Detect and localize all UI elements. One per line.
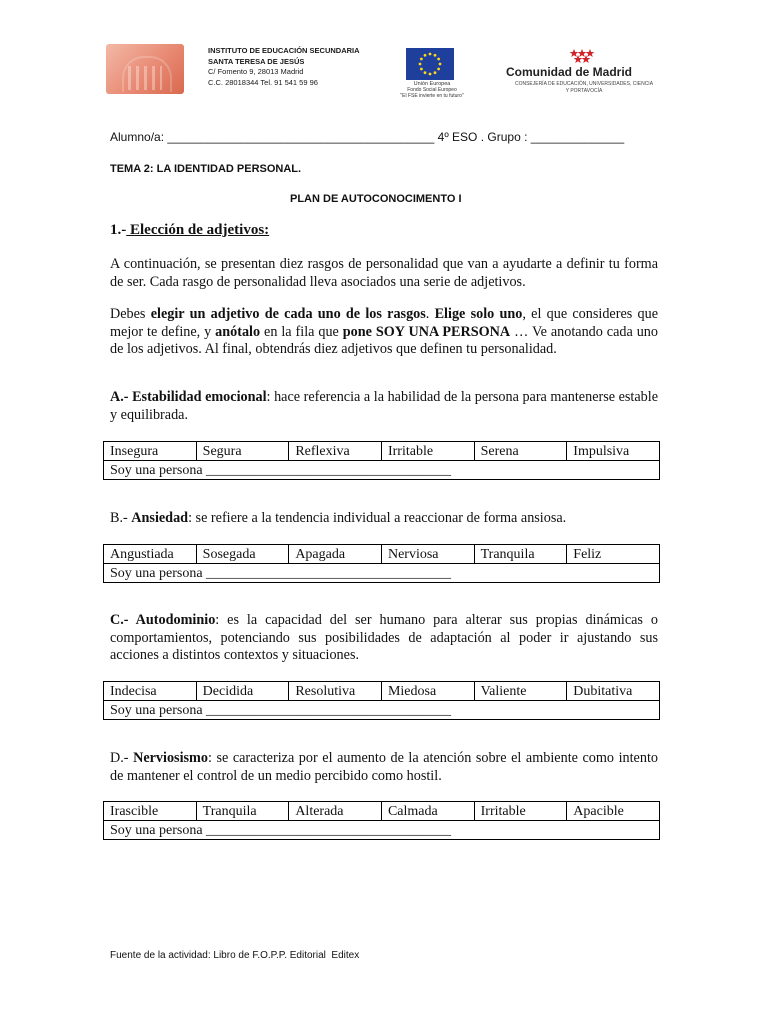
trait-b-text: : se refiere a la tendencia individual a reaccionar de forma ansiosa. [188,510,567,526]
answer-row [104,564,660,583]
adjective-cell[interactable]: Irascible [104,802,197,821]
answer-row [104,701,660,720]
eu-fund: Fondo Social Europeo [407,87,457,93]
school-name-line2: SANTA TERESA DE JESÚS [208,56,305,66]
answer-field[interactable]: Soy una persona ___________________________________ [104,564,660,583]
instructions-text-3: , el que consideres que mejor te define, y [110,306,658,340]
instructions-text-2: . [425,306,435,322]
adjective-cell[interactable]: Insegura [104,442,197,461]
trait-d-text: : se caracteriza por el aumento de la atención sobre el ambiente como intento de mantener el control de un medio percibido como hostil. [110,750,658,784]
school-address: C/ Fomento 9, 28013 Madrid [208,67,304,76]
adjective-cell[interactable]: Indecisa [104,682,197,701]
trait-d-prefix: D.- [110,750,134,766]
instructions-text-4: en la fila que [260,323,343,340]
trait-b-table [103,544,660,583]
instructions-paragraph [110,306,658,359]
section-title: Elección de adjetivos: [126,222,270,238]
trait-b-label: Ansiedad [131,510,189,526]
madrid-department: CONSEJERÍA DE EDUCACIÓN, UNIVERSIDADES, CIENCIA Y PORTAVOCÍA [514,81,654,94]
trait-d-description [110,750,658,785]
madrid-name: Comunidad de Madrid [506,65,632,79]
adjective-cell[interactable]: Sosegada [196,545,289,564]
instructions-bold-3: anótalo [215,323,261,340]
school-contact: C.C. 28018344 Tel. 91 541 59 96 [208,77,318,87]
adjective-cell[interactable]: Serena [474,442,567,461]
adjective-cell[interactable]: Calmada [381,802,474,821]
instructions-text-1: Debes [110,306,151,322]
instructions-bold-2: Elige solo uno [434,306,523,322]
answer-field[interactable]: Soy una persona ___________________________________ [104,701,660,720]
adjective-cell[interactable]: Segura [196,442,289,461]
adjective-cell[interactable]: Apagada [289,545,382,564]
eu-caption [400,81,464,99]
eu-motto: "El FSE invierte en tu futuro" [400,93,464,99]
adjective-cell[interactable]: Impulsiva [567,442,660,461]
answer-row [104,821,660,840]
trait-d-table [103,801,660,840]
adjective-cell[interactable]: Decidida [196,682,289,701]
answer-field[interactable]: Soy una persona ___________________________________ [104,821,660,840]
answer-row [104,461,660,480]
adjectives-row [104,682,660,701]
adjective-cell[interactable]: Apacible [567,802,660,821]
trait-b-description [110,510,658,528]
instructions-text-5: … Ve anotando cada uno de los adjetivos. Al final, obtendrás diez adjetivos que definen tu personalidad. [110,323,658,357]
adjective-cell[interactable]: Dubitativa [567,682,660,701]
intro-paragraph: A continuación, se presentan diez rasgos de personalidad que van a ayudarte a definir tu forma de ser. Cada rasgo de personalidad lleva asociados una serie de adjetivos. [110,256,658,290]
trait-c-label: C.- Autodominio [110,612,216,628]
adjective-cell[interactable]: Angustiada [104,545,197,564]
trait-a-table [103,441,660,480]
adjective-cell[interactable]: Reflexiva [289,442,382,461]
trait-c-table [103,681,660,720]
adjective-cell[interactable]: Resolutiva [289,682,382,701]
eu-name: Unión Europea [413,81,451,87]
adjectives-row [104,545,660,564]
answer-field[interactable]: Soy una persona ___________________________________ [104,461,660,480]
footer-source: Fuente de la actividad: Libro de F.O.P.P. Editorial Editex [110,950,360,961]
trait-c-text: : es la capacidad del ser humano para alterar sus propias dinámicas o comportamientos, potenciando sus posibilidades de adaptación al poder ir ajustando sus acciones a distintos contextos y situaciones. [110,612,658,663]
adjective-cell[interactable]: Miedosa [381,682,474,701]
school-logo [106,44,184,94]
trait-a-description [110,389,658,424]
adjectives-row [104,442,660,461]
adjectives-row [104,802,660,821]
adjective-cell[interactable]: Tranquila [474,545,567,564]
adjective-cell[interactable]: Irritable [474,802,567,821]
trait-a-label: A.- Estabilidad emocional [110,389,267,405]
section-heading [110,222,658,240]
trait-b-prefix: B.- [110,510,132,526]
school-name-line1: INSTITUTO DE EDUCACIÓN SECUNDARIA [208,46,360,55]
trait-a-text: : hace referencia a la habilidad de la persona para mantenerse estable y equilibrada. [110,389,658,423]
instructions-bold-1: elegir un adjetivo de cada uno de los rasgos [150,306,426,322]
section-number: 1.- [110,222,127,238]
adjective-cell[interactable]: Irritable [381,442,474,461]
adjective-cell[interactable]: Feliz [567,545,660,564]
topic-title: TEMA 2: LA IDENTIDAD PERSONAL. [110,163,302,175]
instructions-bold-4: pone SOY UNA PERSONA [342,323,511,340]
trait-c-description [110,612,658,665]
document-header [106,40,658,98]
school-logo-columns [128,66,162,90]
school-info [208,46,360,88]
eu-flag-logo [406,48,454,80]
adjective-cell[interactable]: Valiente [474,682,567,701]
student-info-line: Alumno/a: ________________________________________ 4º ESO . Grupo : ______________ [110,130,625,144]
adjective-cell[interactable]: Nerviosa [381,545,474,564]
trait-d-label: Nerviosismo [133,750,208,766]
adjective-cell[interactable]: Alterada [289,802,382,821]
plan-title: PLAN DE AUTOCONOCIMENTO I [290,193,462,205]
madrid-stars-logo [568,48,596,64]
adjective-cell[interactable]: Tranquila [196,802,289,821]
